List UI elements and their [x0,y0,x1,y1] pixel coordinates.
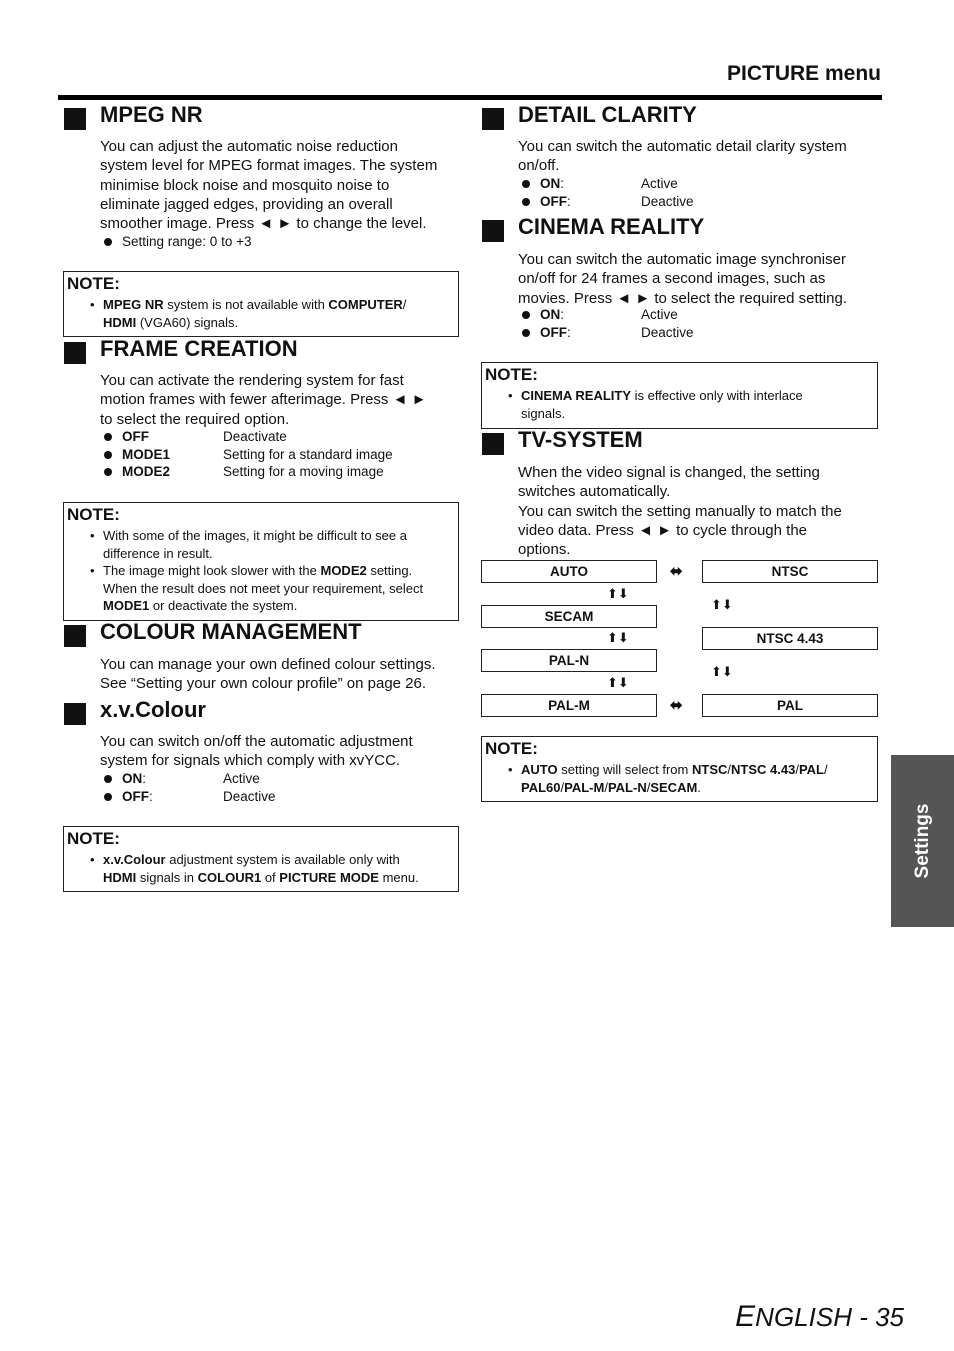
tv-box-ntsc443: NTSC 4.43 [702,627,878,650]
left-right-arrow-icon: ⬌ [670,697,683,714]
tv-box-palm: PAL-M [481,694,657,717]
tv-box-auto: AUTO [481,560,657,583]
header-rule [58,95,882,100]
up-down-arrow-icon: ⬆⬇ [607,675,629,690]
detail-clarity-text: You can switch the automatic detail clarity system on/off. [518,138,847,175]
up-down-arrow-icon: ⬆⬇ [711,597,733,612]
cinema-reality-title: CINEMA REALITY [518,214,705,239]
detail-clarity-title: DETAIL CLARITY [518,102,697,127]
tv-system-title: TV-SYSTEM [518,427,643,452]
mpeg-nr-text: You can adjust the automatic noise reduction system level for MPEG format images. The system minimise block noise and mosquito noise to eliminate jagged edges, providing an overall smoother image. Press ◄ ► to change the level. [100,138,438,233]
bullet-dot [104,238,112,246]
note-title: NOTE: [67,505,120,524]
xvcolour-title: x.v.Colour [100,697,206,722]
section-marker [64,342,86,364]
tv-box-pal: PAL [702,694,878,717]
up-down-arrow-icon: ⬆⬇ [711,664,733,679]
note-title: NOTE: [67,274,120,293]
tv-box-ntsc: NTSC [702,560,878,583]
tv-box-paln: PAL-N [481,649,657,672]
up-down-arrow-icon: ⬆⬇ [607,630,629,645]
frame-creation-text: You can activate the rendering system for fast motion frames with fewer afterimage. Press ◄ ► to select the required option. [100,372,427,428]
colour-management-title: COLOUR MANAGEMENT [100,619,362,644]
note-cinema-reality: NOTE: • CINEMA REALITY is effective only with interlace signals. [481,362,878,429]
note-title: NOTE: [485,365,538,384]
note-title: NOTE: [485,739,538,758]
section-marker [64,625,86,647]
note-frame-creation: NOTE: • With some of the images, it might be difficult to see a difference in result. • The image might look slower with the MODE2 setting. When the result does not meet your requirement, select MODE1 or deactivate the system. [63,502,459,621]
note-tv-system: NOTE: • AUTO setting will select from NTSC/NTSC 4.43/PAL/ PAL60/PAL-M/PAL-N/SECAM. [481,736,878,802]
side-tab-label: Settings [911,803,933,879]
page-footer: ENGLISH - 35 [735,1300,904,1333]
settings-side-tab [891,755,954,927]
up-down-arrow-icon: ⬆⬇ [607,586,629,601]
section-marker [482,433,504,455]
section-marker [482,220,504,242]
xvcolour-text: You can switch on/off the automatic adjustment system for signals which comply with xvYCC. [100,733,413,770]
note-xvcolour: NOTE: • x.v.Colour adjustment system is available only with HDMI signals in COLOUR1 of PICTURE MODE menu. [63,826,459,892]
section-marker [64,108,86,130]
note-mpeg-nr: NOTE: • MPEG NR system is not available with COMPUTER/ HDMI (VGA60) signals. [63,271,459,337]
cinema-reality-text: You can switch the automatic image synchroniser on/off for 24 frames a second images, such as movies. Press ◄ ► to select the required setting. [518,251,847,307]
colour-management-text: You can manage your own defined colour settings. See “Setting your own colour profile” on page 26. [100,656,436,693]
page-header-title: PICTURE menu [726,62,881,85]
tv-system-text: When the video signal is changed, the setting switches automatically. You can switch the setting manually to match the video data. Press ◄ ► to cycle through the options. [518,464,842,559]
frame-creation-title: FRAME CREATION [100,336,298,361]
section-marker [64,703,86,725]
left-right-arrow-icon: ⬌ [670,563,683,580]
tv-box-secam: SECAM [481,605,657,628]
section-marker [482,108,504,130]
mpeg-nr-title: MPEG NR [100,102,203,127]
note-title: NOTE: [67,829,120,848]
